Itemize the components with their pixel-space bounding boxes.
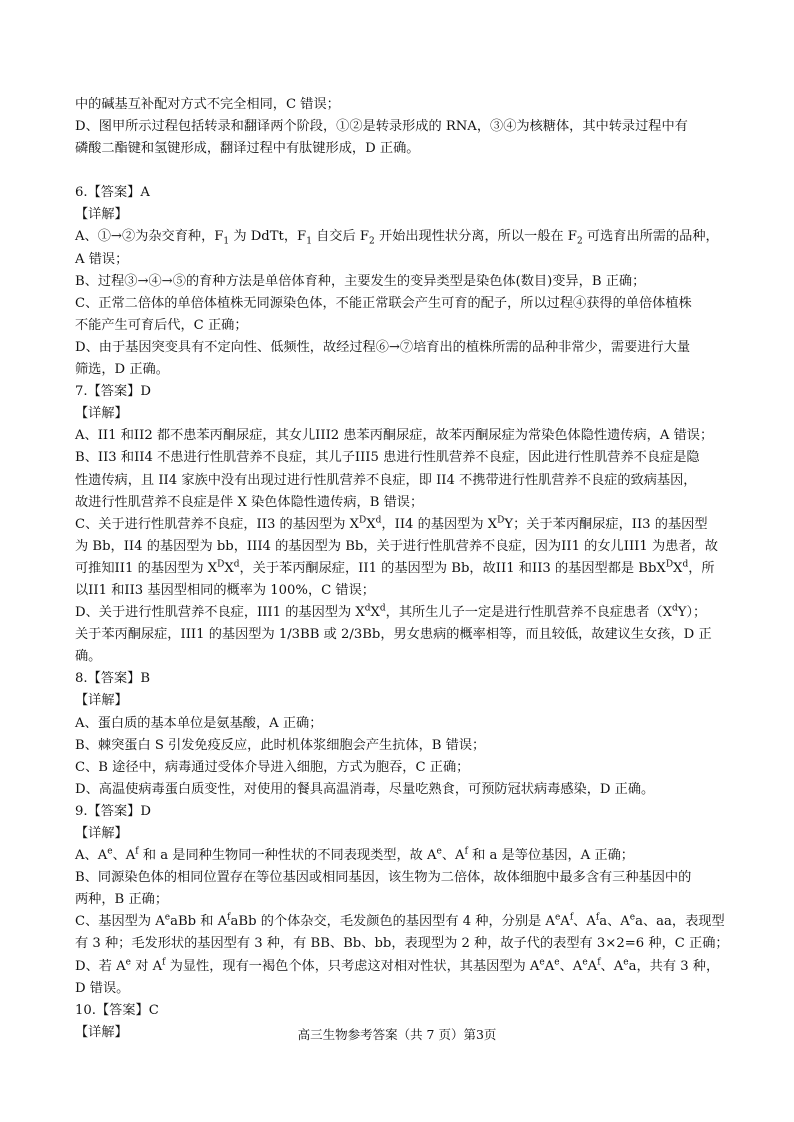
text-line: 有 3 种；毛发形状的基因型有 3 种，有 BB、Bb、bb，表现型为 2 种，故子代的表型有 3×2=6 种，C 正确； xyxy=(75,936,729,952)
text-line: A 错误； xyxy=(75,251,129,267)
blank-line xyxy=(75,160,723,182)
text-line: 【详解】 xyxy=(75,693,128,709)
text-line: 【详解】 xyxy=(75,1024,128,1040)
text-line: 性遗传病，且 II4 家族中没有出现过进行性肌营养不良症，即 II4 不携带进行性肌营养不良症的致病基因， xyxy=(75,472,697,488)
text-line: 6.【答案】A xyxy=(75,185,150,201)
text-line: 为 Bb，II4 的基因型为 bb，III4 的基因型为 Bb，关于进行性肌营养不良症，因为II1 的女儿III1 为患者，故 xyxy=(75,538,718,554)
text-line: 两种，B 正确； xyxy=(75,892,169,908)
text-line: A、蛋白质的基本单位是氨基酸，A 正确； xyxy=(75,715,323,731)
text-line: A、II1 和II2 都不患苯丙酮尿症，其女儿III2 患苯丙酮尿症，故苯丙酮尿症为常染色体隐性遗传病，A 错误； xyxy=(75,428,714,444)
text-line: A、$A^e$、$A^f$ 和 a 是同种生物同一种性状的不同表现类型，故 $A^e$、$A^f$ 和 a 是等位基因，A 正确； xyxy=(75,846,634,864)
text-line: B、同源染色体的相同位置存在等位基因或相同基因，该生物为二倍体，故体细胞中最多含有三种基因中的 xyxy=(75,870,692,886)
text-line: 筛选，D 正确。 xyxy=(75,362,169,378)
text-line: 关于苯丙酮尿症，III1 的基因型为 1/3BB 或 2/3Bb，男女患病的概率相等，而且较低，故建议生女孩，D 正 xyxy=(75,627,712,643)
text-line: 9.【答案】D xyxy=(75,803,151,819)
text-line: C、正常二倍体的单倍体植株无同源染色体，不能正常联会产生可育的配子，所以过程④获得的单倍体植株 xyxy=(75,295,692,311)
text-line: C、B 途径中，病毒通过受体介导进入细胞，方式为胞吞，C 正确； xyxy=(75,759,470,775)
text-line: C、基因型为 $A^eaBb$ 和 $A^faBb$ 的个体杂交，毛发颜色的基因型有 4 种，分别是 $A^eA^f$、$A^fa$、$A^ea$、aa，表现型 xyxy=(75,912,725,930)
text-line: 不能产生可育后代，C 正确； xyxy=(75,317,248,333)
text-line: 【详解】 xyxy=(75,826,128,841)
text-line: 10.【答案】C xyxy=(75,1002,159,1018)
text-line: B、棘突蛋白 S 引发免疫反应，此时机体浆细胞会产生抗体，B 错误； xyxy=(75,737,486,753)
text-line: 【详解】 xyxy=(75,406,128,422)
text-line: A、①→②为杂交育种，$F_1$ 为 DdTt，$F_1$ 自交后 $F_2$ 开始出现性状分离，所以一般在 $F_2$ 可选育出所需的品种， xyxy=(75,229,719,248)
text-line: D、高温使病毒蛋白质变性，对使用的餐具高温消毒，尽量吃熟食，可预防冠状病毒感染，D 正确。 xyxy=(75,781,655,797)
text-line: B、过程③→④→⑤的育种方法是单倍体育种，主要发生的变异类型是染色体(数目)变异，B 正确； xyxy=(75,273,646,289)
text-line: B、II3 和II4 不患进行性肌营养不良症，其儿子III5 患进行性肌营养不良症，因此进行性肌营养不良症是隐 xyxy=(75,450,700,466)
text-line: D、图甲所示过程包括转录和翻译两个阶段，①②是转录形成的 RNA，③④为核糖体，其中转录过程中有 xyxy=(75,119,688,135)
page-footer: 高三生物参考答案（共 7 页）第3页 xyxy=(297,1027,497,1042)
text-line: 7.【答案】D xyxy=(75,384,151,400)
text-line: D 错误。 xyxy=(75,980,130,996)
text-line: 故进行性肌营养不良症是伴 X 染色体隐性遗传病，B 错误； xyxy=(75,494,424,510)
text-line: 【详解】 xyxy=(75,207,128,223)
answer-text xyxy=(75,94,729,1044)
text-line: D、若 $A^e$ 对 $A^f$ 为显性，现有一褐色个体，只考虑这对相对性状，其基因型为 $A^eA^e$、$A^eA^f$、$A^ea$，共有 3 种， xyxy=(75,957,720,974)
text-line: 8.【答案】B xyxy=(75,671,151,687)
text-line: 以II1 和II3 基因型相同的概率为 100%，C 错误； xyxy=(75,582,375,598)
text-line: D、关于进行性肌营养不良症，III1 的基因型为 $X^dX^d$，其所生儿子一定是进行性肌营养不良症患者$(X^dY)$； xyxy=(75,603,707,621)
text-line: D、由于基因突变具有不定向性、低频性，故经过程⑥→⑦培育出的植株所需的品种非常少，需要进行大量 xyxy=(75,339,691,355)
text-line: C、关于进行性肌营养不良症，II3 的基因型为 $X^DX^d$，II4 的基因型为 $X^DY$；关于苯丙酮尿症，II3 的基因型 xyxy=(75,515,708,532)
text-line: 磷酸二酯键和氢键形成，翻译过程中有肽键形成，D 正确。 xyxy=(75,141,420,157)
text-line: 中的碱基互补配对方式不完全相同，C 错误； xyxy=(75,97,340,112)
text-line: 可推知II1 的基因型为 $X^DX^d$，关于苯丙酮尿症，II1 的基因型为 Bb，故II1 和II3 的基因型都是 $BbX^DX^d$，所 xyxy=(75,559,715,576)
text-line: 确。 xyxy=(75,649,102,665)
